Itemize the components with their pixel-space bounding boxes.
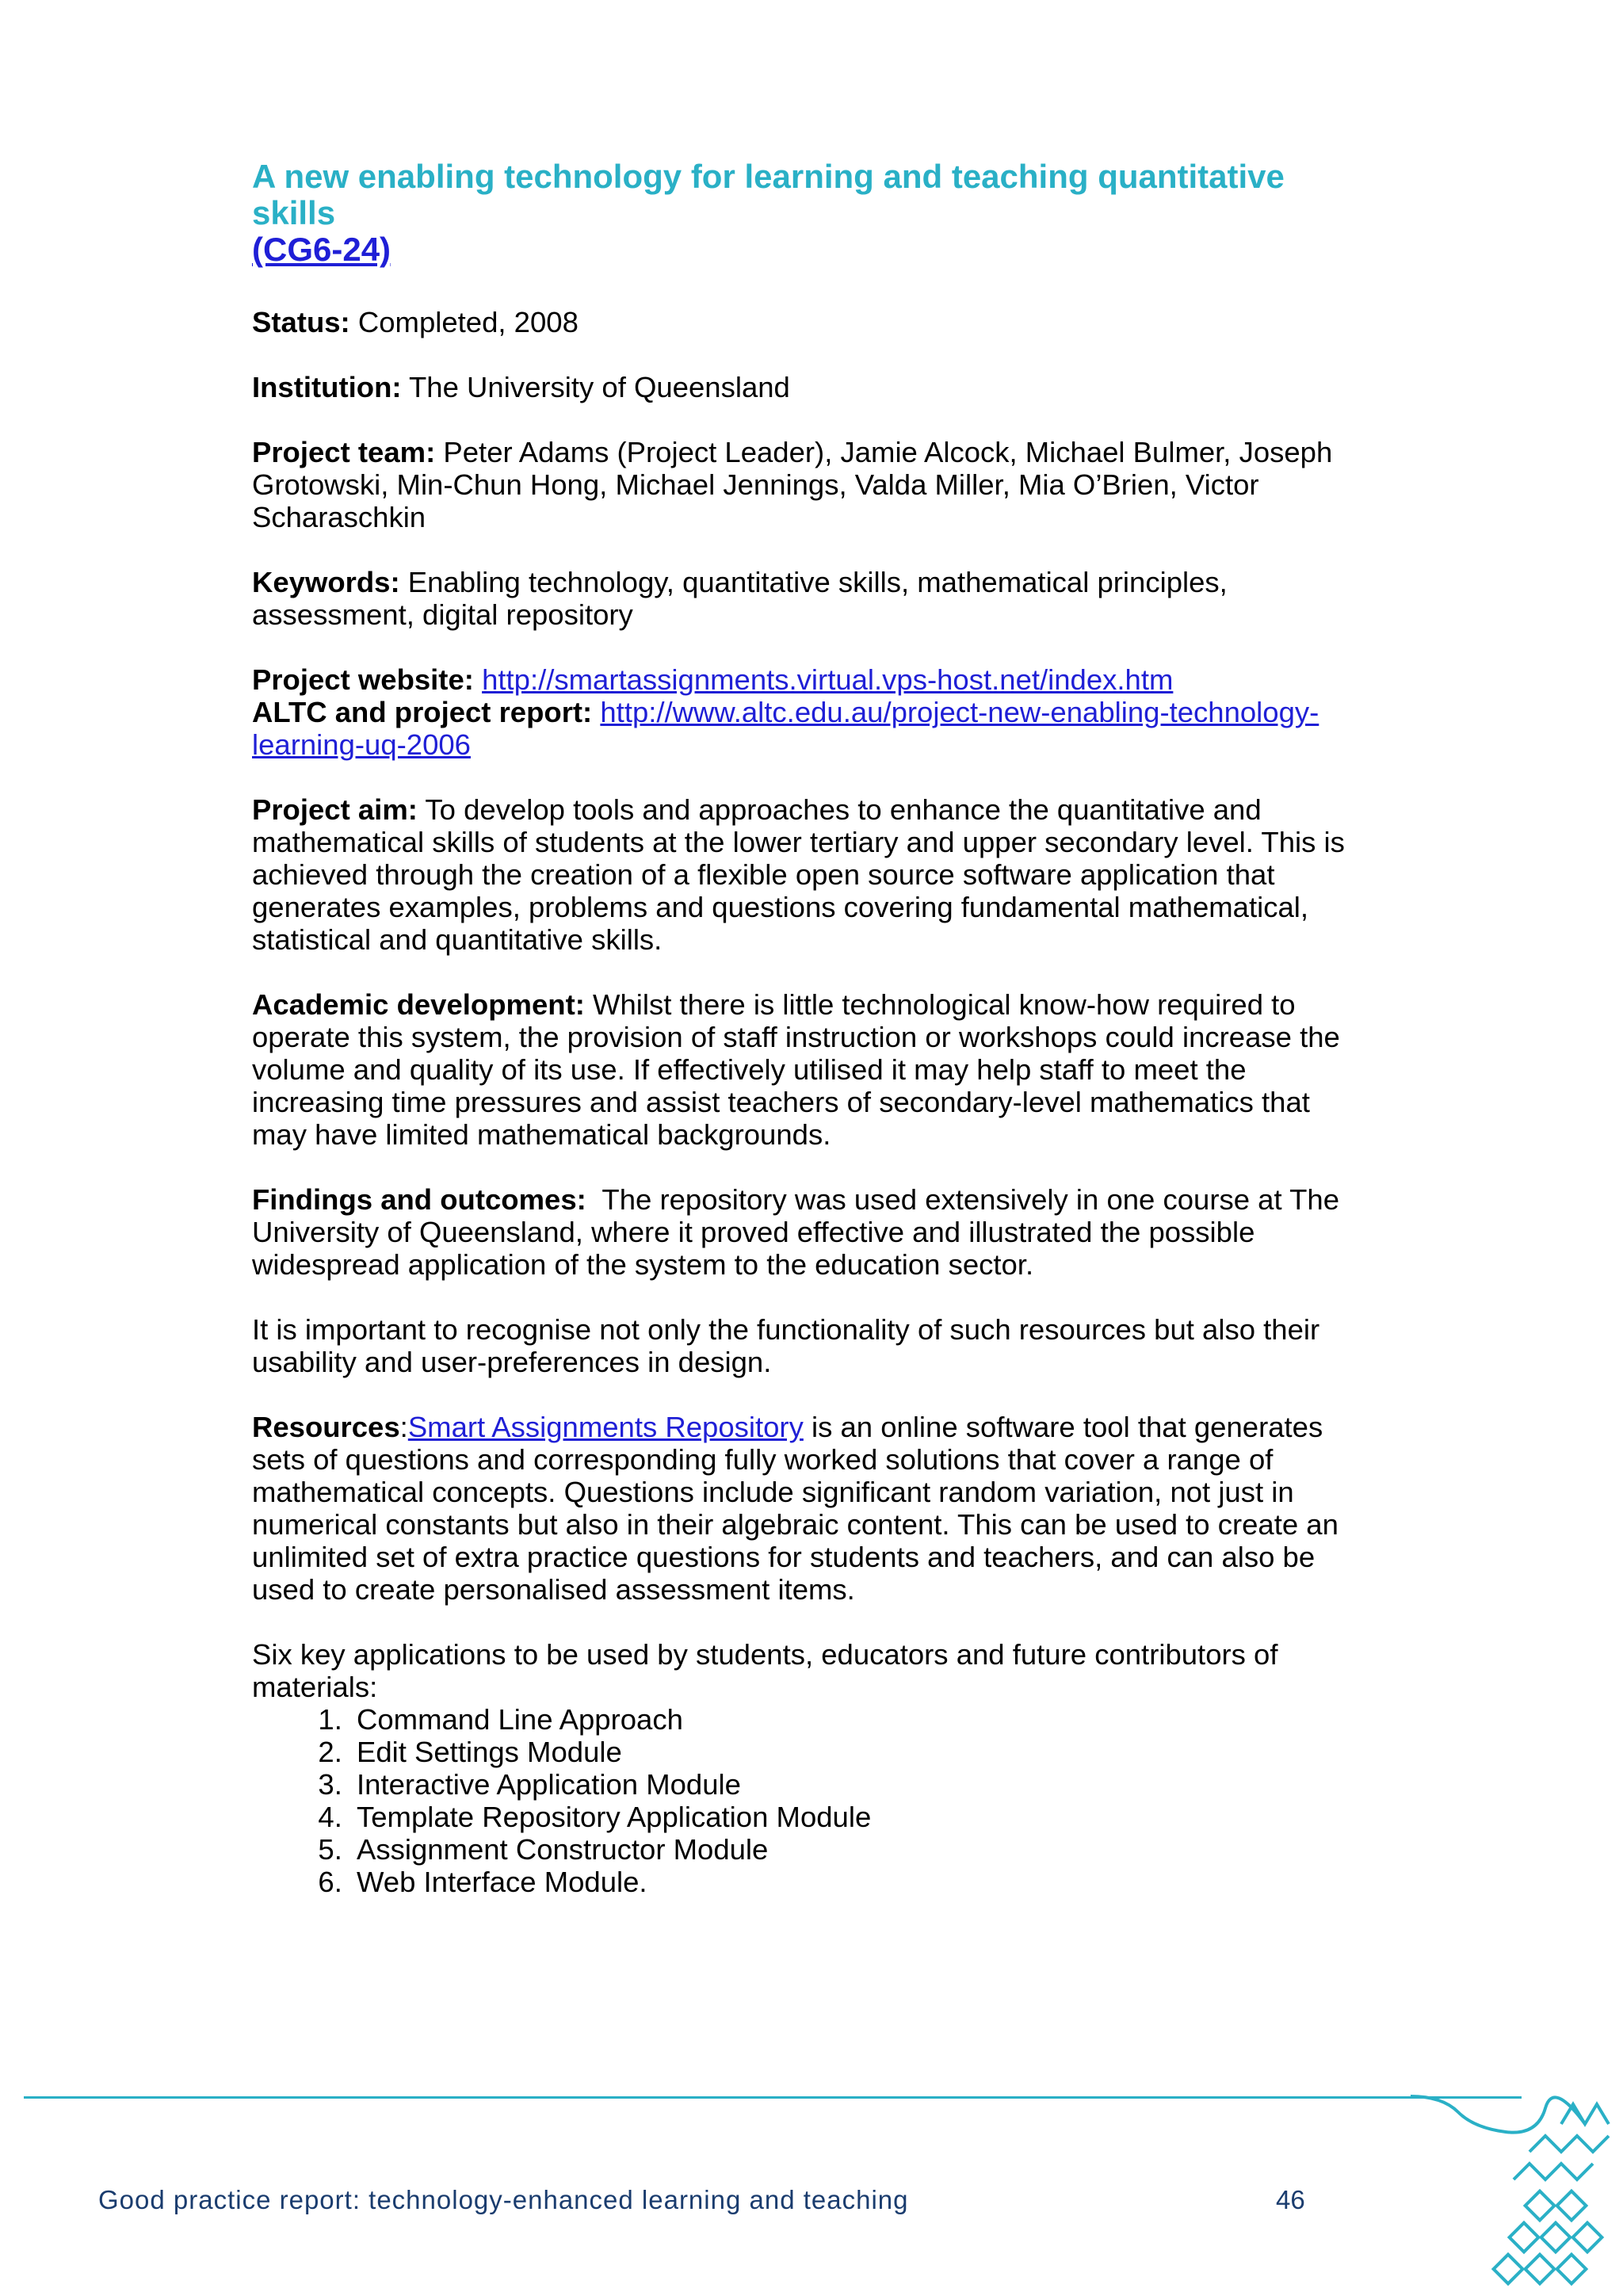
list-item: 5. Assignment Constructor Module bbox=[350, 1833, 1369, 1866]
status-value: Completed, 2008 bbox=[357, 306, 579, 338]
project-team-value: Peter Adams (Project Leader), Jamie Alcock, Michael Bulmer, Joseph Grotowski, Min-Chun Hong, Michael Jennings, Valda Miller, Mia O’Brien, Victor Scharaschkin bbox=[252, 436, 1333, 533]
project-aim-label: Project aim: bbox=[252, 793, 418, 826]
project-team-label: Project team: bbox=[252, 436, 436, 468]
project-website-link[interactable]: http://smartassignments.virtual.vps-host.net/index.htm bbox=[482, 663, 1174, 696]
academic-development-line bbox=[252, 988, 1369, 1151]
altc-report-label: ALTC and project report: bbox=[252, 696, 593, 728]
footer-divider bbox=[24, 2096, 1522, 2099]
page-number: 46 bbox=[1276, 2185, 1305, 2214]
project-aim-line bbox=[252, 793, 1369, 956]
academic-development-value: Whilst there is little technological know-how required to operate this system, the provision of staff instruction or workshops could increase the volume and quality of its use. If effectively utilised it may help staff to meet the increasing time pressures and assist teachers of secondary-level mathematics that may have limited mathematical backgrounds. bbox=[252, 988, 1340, 1151]
decorative-wave-pattern-icon bbox=[1411, 2076, 1623, 2296]
applications-list bbox=[252, 1703, 1369, 1898]
keywords-line bbox=[252, 566, 1369, 631]
list-item: 1. Command Line Approach bbox=[350, 1703, 1369, 1736]
altc-report-line bbox=[252, 696, 1369, 761]
list-item: 4. Template Repository Application Module bbox=[350, 1801, 1369, 1833]
keywords-label: Keywords: bbox=[252, 566, 400, 598]
academic-development-label: Academic development: bbox=[252, 988, 585, 1021]
footer-text: Good practice report: technology-enhanced learning and teaching bbox=[98, 2185, 909, 2214]
title-code-link[interactable]: (CG6-24) bbox=[252, 231, 391, 268]
project-website-label: Project website: bbox=[252, 663, 474, 696]
project-aim-value: To develop tools and approaches to enhance the quantitative and mathematical skills of students at the lower tertiary and upper secondary level. This is achieved through the creation of a flexible open source software application that generates examples, problems and questions covering fundamental mathematical, statistical and quantitative skills. bbox=[252, 793, 1345, 956]
resources-separator: : bbox=[399, 1411, 408, 1443]
findings-line bbox=[252, 1183, 1369, 1281]
list-item: 6. Web Interface Module. bbox=[350, 1866, 1369, 1898]
list-item: 2. Edit Settings Module bbox=[350, 1736, 1369, 1768]
keywords-value: Enabling technology, quantitative skills, mathematical principles, assessment, digital repository bbox=[252, 566, 1228, 631]
status-label: Status: bbox=[252, 306, 350, 338]
smart-assignments-link[interactable]: Smart Assignments Repository bbox=[407, 1411, 804, 1443]
institution-line bbox=[252, 371, 1369, 403]
altc-report-link[interactable]: http://www.altc.edu.au/project-new-enabling-technology-learning-uq-2006 bbox=[252, 696, 1319, 761]
resources-value: is an online software tool that generates sets of questions and corresponding fully worked solutions that cover a range of mathematical concepts. Questions include significant random variation, not just in numerical constants but also in their algebraic content. This can be used to create an unlimited set of extra practice questions for students and teachers, and can also be used to create personalised assessment items. bbox=[252, 1411, 1338, 1606]
document-body bbox=[252, 159, 1369, 1898]
list-item: 3. Interactive Application Module bbox=[350, 1768, 1369, 1801]
page-title bbox=[252, 159, 1369, 268]
project-website-line bbox=[252, 663, 1369, 696]
findings-label: Findings and outcomes: bbox=[252, 1183, 586, 1216]
status-line bbox=[252, 306, 1369, 338]
resources-line bbox=[252, 1411, 1369, 1606]
importance-paragraph: It is important to recognise not only the functionality of such resources but also their usability and user-preferences in design. bbox=[252, 1313, 1320, 1378]
institution-label: Institution: bbox=[252, 371, 402, 403]
resources-label: Resources bbox=[252, 1411, 400, 1443]
title-text: A new enabling technology for learning and teaching quantitative skills bbox=[252, 158, 1285, 231]
project-team-line bbox=[252, 436, 1369, 533]
findings-value: The repository was used extensively in one course at The University of Queensland, where it proved effective and illustrated the possible widespread application of the system to the education sector. bbox=[252, 1183, 1339, 1281]
applications-intro: Six key applications to be used by students, educators and future contributors of materials: bbox=[252, 1638, 1278, 1703]
institution-value: The University of Queensland bbox=[409, 371, 790, 403]
